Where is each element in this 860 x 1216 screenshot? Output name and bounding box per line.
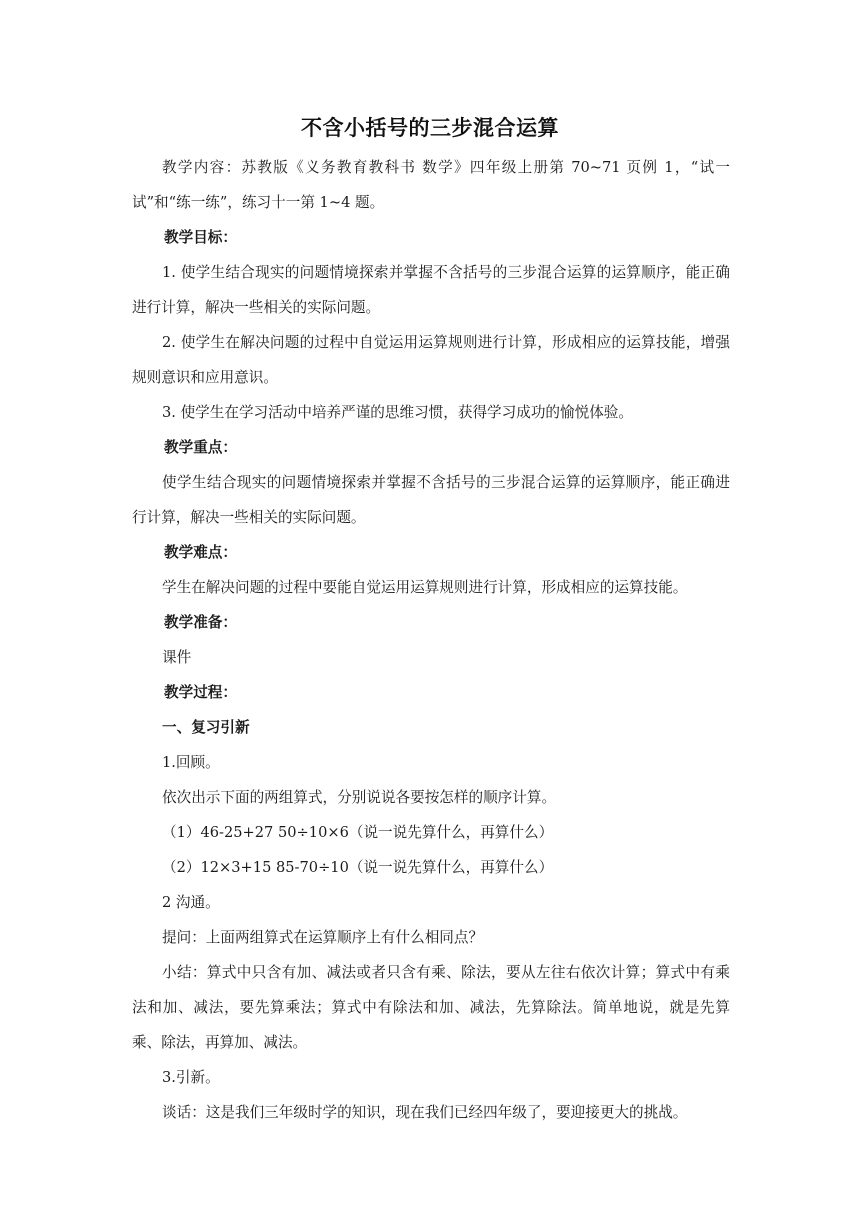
key-heading: 教学重点： [164, 439, 237, 456]
formula-group-2: （2）12×3+15 85-70÷10（说一说先算什么，再算什么） [162, 859, 554, 876]
summary-text: 小结：算式中只含有加、减法或者只含有乘、除法，要从左往右依次计算；算式中有乘法和加、减法，要先算乘法；算式中有除法和加、减法，先算除法。简单地说，就是先算乘、除法，再算加、减法。 [132, 964, 730, 1051]
goal-item-2: 2. 使学生在解决问题的过程中自觉运用运算规则进行计算，形成相应的运算技能，增强规则意识和应用意识。 [132, 334, 730, 386]
talk-text: 谈话：这是我们三年级时学的知识，现在我们已经四年级了，要迎接更大的挑战。 [162, 1104, 688, 1121]
difficulty-heading: 教学难点： [164, 544, 237, 561]
key-text: 使学生结合现实的问题情境探索并掌握不含括号的三步混合运算的运算顺序，能正确进行计算，解决一些相关的实际问题。 [132, 474, 730, 526]
document-title: 不含小括号的三步混合运算 [301, 116, 559, 140]
review-label: 1.回顾。 [162, 754, 220, 771]
teaching-content: 教学内容：苏教版《义务教育教科书 数学》四年级上册第 70~71 页例 1，“试一试”和“练一练”，练习十一第 1~4 题。 [132, 159, 730, 211]
goal-item-3: 3. 使学生在学习活动中培养严谨的思维习惯，获得学习成功的愉悦体验。 [162, 404, 633, 421]
document-body [132, 150, 730, 1130]
communicate-label: 2 沟通。 [162, 894, 220, 911]
question-text: 提问：上面两组算式在运算顺序上有什么相同点？ [162, 929, 484, 946]
process-heading: 教学过程： [164, 684, 237, 701]
goals-heading: 教学目标： [164, 229, 237, 246]
introduce-label: 3.引新。 [162, 1069, 220, 1086]
section1-heading: 一、复习引新 [162, 719, 250, 736]
review-intro: 依次出示下面的两组算式，分别说说各要按怎样的顺序计算。 [162, 789, 557, 806]
formula-group-1: （1）46-25+27 50÷10×6（说一说先算什么，再算什么） [162, 824, 554, 841]
prep-heading: 教学准备： [164, 614, 237, 631]
difficulty-text: 学生在解决问题的过程中要能自觉运用运算规则进行计算，形成相应的运算技能。 [162, 579, 688, 596]
goal-item-1: 1. 使学生结合现实的问题情境探索并掌握不含括号的三步混合运算的运算顺序，能正确进行计算，解决一些相关的实际问题。 [132, 264, 730, 316]
prep-text: 课件 [162, 649, 192, 666]
